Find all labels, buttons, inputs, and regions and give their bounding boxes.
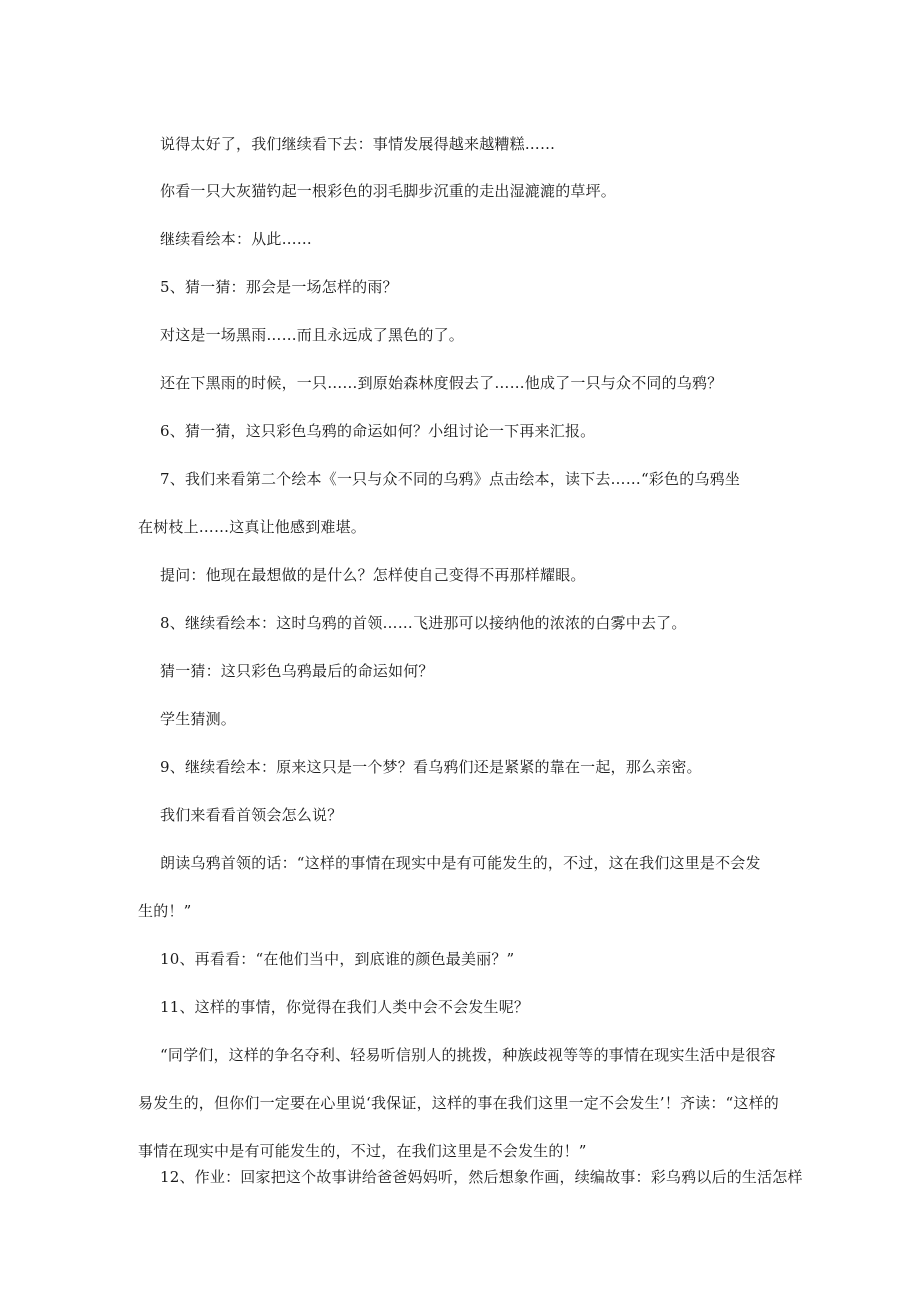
paragraph-line-11: 8、继续看绘本：这时乌鸦的首领……飞进那可以接纳他的浓浓的白雾中去了。	[160, 614, 687, 632]
paragraph-line-10: 提问：他现在最想做的是什么？怎样使自己变得不再那样耀眼。	[160, 566, 586, 584]
paragraph-line-8: 7、我们来看第二个绘本《一只与众不同的乌鸦》点击绘本，读下去……“彩色的乌鸦坐	[160, 470, 741, 488]
paragraph-line-15: 我们来看看首领会怎么说？	[160, 806, 343, 824]
paragraph-line-22: 事情在现实中是有可能发生的，不过，在我们这里是不会发生的！”	[138, 1142, 587, 1160]
paragraph-line-2: 你看一只大灰猫钓起一根彩色的羽毛脚步沉重的走出湿漉漉的草坪。	[160, 182, 617, 200]
paragraph-line-1: 说得太好了，我们继续看下去：事情发展得越来越糟糕……	[160, 135, 556, 153]
paragraph-line-13: 学生猜测。	[160, 710, 237, 728]
paragraph-line-16: 朗读乌鸦首领的话：“这样的事情在现实中是有可能发生的，不过，这在我们这里是不会发	[160, 854, 761, 872]
paragraph-line-21: 易发生的，但你们一定要在心里说‘我保证，这样的事在我们这里一定不会发生’！齐读：“这样的	[138, 1094, 780, 1112]
paragraph-line-17: 生的！”	[138, 902, 192, 920]
paragraph-line-7: 6、猜一猜，这只彩色乌鸦的命运如何？小组讨论一下再来汇报。	[160, 422, 596, 440]
paragraph-line-9: 在树枝上……这真让他感到难堪。	[138, 518, 367, 536]
paragraph-line-12: 猜一猜：这只彩色乌鸦最后的命运如何？	[160, 662, 434, 680]
paragraph-line-20: “同学们，这样的争名夺利、轻易听信别人的挑拨，种族歧视等等的事情在现实生活中是很容	[160, 1046, 776, 1064]
paragraph-line-4: 5、猜一猜：那会是一场怎样的雨？	[160, 278, 398, 296]
paragraph-line-5: 对这是一场黑雨……而且永远成了黑色的了。	[160, 326, 465, 344]
paragraph-line-3: 继续看绘本：从此……	[160, 230, 313, 248]
paragraph-line-14: 9、继续看绘本：原来这只是一个梦？看乌鸦们还是紧紧的靠在一起，那么亲密。	[160, 758, 702, 776]
paragraph-line-23: 12、作业：回家把这个故事讲给爸爸妈妈听，然后想象作画，续编故事：彩乌鸦以后的生活怎样	[160, 1168, 803, 1186]
paragraph-line-18: 10、再看看：“在他们当中，到底谁的颜色最美丽？”	[160, 950, 515, 968]
paragraph-line-19: 11、这样的事情，你觉得在我们人类中会不会发生呢？	[160, 998, 530, 1016]
paragraph-line-6: 还在下黑雨的时候，一只……到原始森林度假去了……他成了一只与众不同的乌鸦？	[160, 374, 723, 392]
